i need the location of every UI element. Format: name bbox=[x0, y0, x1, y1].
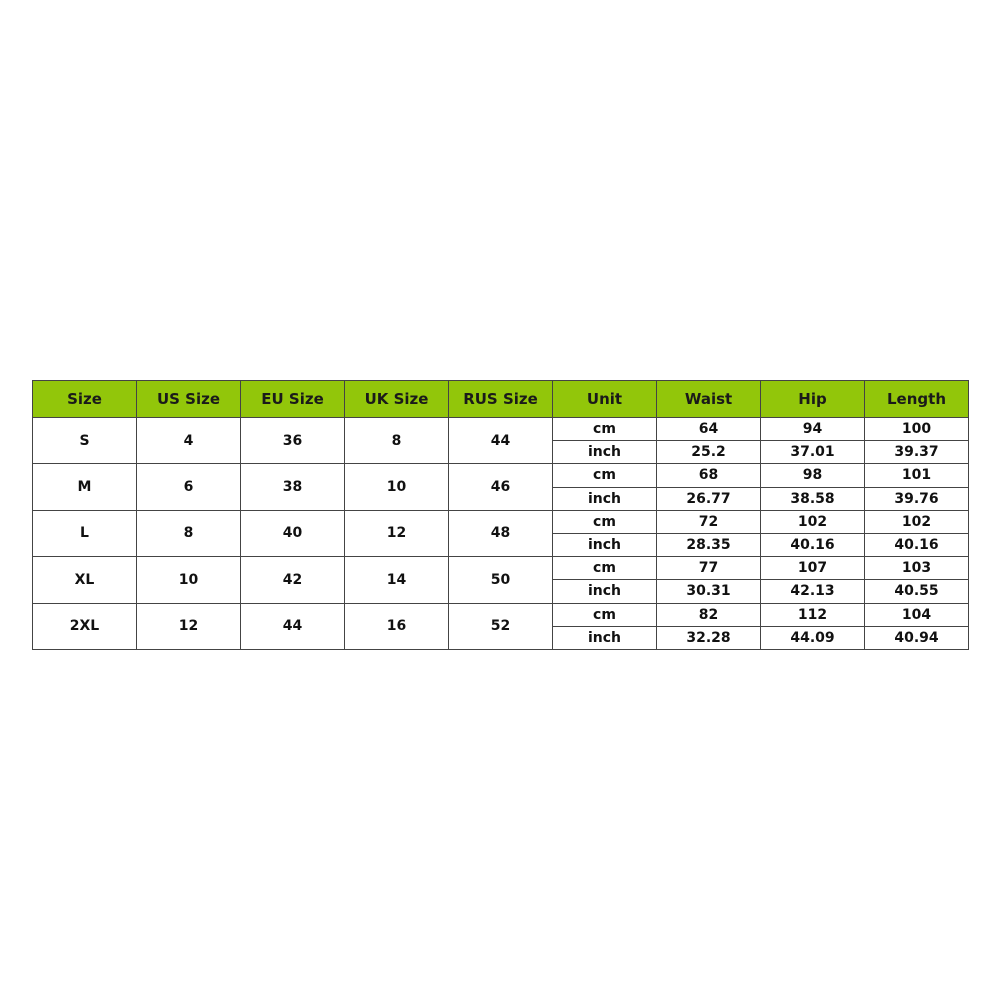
hip-cell: 112 bbox=[761, 603, 865, 626]
eu-size-cell: 38 bbox=[241, 464, 345, 510]
us-size-cell: 4 bbox=[137, 418, 241, 464]
length-cell: 40.55 bbox=[865, 580, 969, 603]
size-chart-table bbox=[32, 380, 969, 650]
length-cell: 101 bbox=[865, 464, 969, 487]
us-size-cell: 8 bbox=[137, 510, 241, 556]
unit-cell: inch bbox=[553, 626, 657, 649]
length-cell: 40.94 bbox=[865, 626, 969, 649]
length-cell: 40.16 bbox=[865, 533, 969, 556]
header-us-size: US Size bbox=[137, 381, 241, 418]
header-size: Size bbox=[33, 381, 137, 418]
uk-size-cell: 14 bbox=[345, 557, 449, 603]
waist-cell: 25.2 bbox=[657, 441, 761, 464]
eu-size-cell: 36 bbox=[241, 418, 345, 464]
waist-cell: 28.35 bbox=[657, 533, 761, 556]
header-uk-size: UK Size bbox=[345, 381, 449, 418]
waist-cell: 82 bbox=[657, 603, 761, 626]
table-row bbox=[33, 418, 969, 441]
header-waist: Waist bbox=[657, 381, 761, 418]
length-cell: 39.37 bbox=[865, 441, 969, 464]
unit-cell: cm bbox=[553, 418, 657, 441]
hip-cell: 44.09 bbox=[761, 626, 865, 649]
uk-size-cell: 8 bbox=[345, 418, 449, 464]
table-row bbox=[33, 557, 969, 580]
hip-cell: 94 bbox=[761, 418, 865, 441]
size-cell: S bbox=[33, 418, 137, 464]
length-cell: 102 bbox=[865, 510, 969, 533]
hip-cell: 107 bbox=[761, 557, 865, 580]
hip-cell: 98 bbox=[761, 464, 865, 487]
rus-size-cell: 44 bbox=[449, 418, 553, 464]
size-cell: 2XL bbox=[33, 603, 137, 650]
rus-size-cell: 48 bbox=[449, 510, 553, 556]
length-cell: 39.76 bbox=[865, 487, 969, 510]
unit-cell: inch bbox=[553, 487, 657, 510]
length-cell: 100 bbox=[865, 418, 969, 441]
header-hip: Hip bbox=[761, 381, 865, 418]
header-row bbox=[33, 381, 969, 418]
unit-cell: cm bbox=[553, 603, 657, 626]
eu-size-cell: 42 bbox=[241, 557, 345, 603]
unit-cell: cm bbox=[553, 464, 657, 487]
size-cell: XL bbox=[33, 557, 137, 603]
size-cell: M bbox=[33, 464, 137, 510]
eu-size-cell: 40 bbox=[241, 510, 345, 556]
header-length: Length bbox=[865, 381, 969, 418]
table-row bbox=[33, 510, 969, 533]
hip-cell: 102 bbox=[761, 510, 865, 533]
hip-cell: 42.13 bbox=[761, 580, 865, 603]
unit-cell: inch bbox=[553, 580, 657, 603]
waist-cell: 77 bbox=[657, 557, 761, 580]
length-cell: 104 bbox=[865, 603, 969, 626]
us-size-cell: 6 bbox=[137, 464, 241, 510]
size-cell: L bbox=[33, 510, 137, 556]
us-size-cell: 12 bbox=[137, 603, 241, 650]
table-row bbox=[33, 603, 969, 626]
waist-cell: 26.77 bbox=[657, 487, 761, 510]
header-rus-size: RUS Size bbox=[449, 381, 553, 418]
length-cell: 103 bbox=[865, 557, 969, 580]
eu-size-cell: 44 bbox=[241, 603, 345, 650]
unit-cell: inch bbox=[553, 533, 657, 556]
hip-cell: 37.01 bbox=[761, 441, 865, 464]
us-size-cell: 10 bbox=[137, 557, 241, 603]
unit-cell: cm bbox=[553, 557, 657, 580]
table-row bbox=[33, 464, 969, 487]
waist-cell: 64 bbox=[657, 418, 761, 441]
uk-size-cell: 12 bbox=[345, 510, 449, 556]
unit-cell: cm bbox=[553, 510, 657, 533]
header-unit: Unit bbox=[553, 381, 657, 418]
unit-cell: inch bbox=[553, 441, 657, 464]
rus-size-cell: 52 bbox=[449, 603, 553, 650]
header-eu-size: EU Size bbox=[241, 381, 345, 418]
hip-cell: 40.16 bbox=[761, 533, 865, 556]
uk-size-cell: 16 bbox=[345, 603, 449, 650]
hip-cell: 38.58 bbox=[761, 487, 865, 510]
rus-size-cell: 50 bbox=[449, 557, 553, 603]
waist-cell: 32.28 bbox=[657, 626, 761, 649]
uk-size-cell: 10 bbox=[345, 464, 449, 510]
waist-cell: 72 bbox=[657, 510, 761, 533]
rus-size-cell: 46 bbox=[449, 464, 553, 510]
waist-cell: 30.31 bbox=[657, 580, 761, 603]
waist-cell: 68 bbox=[657, 464, 761, 487]
